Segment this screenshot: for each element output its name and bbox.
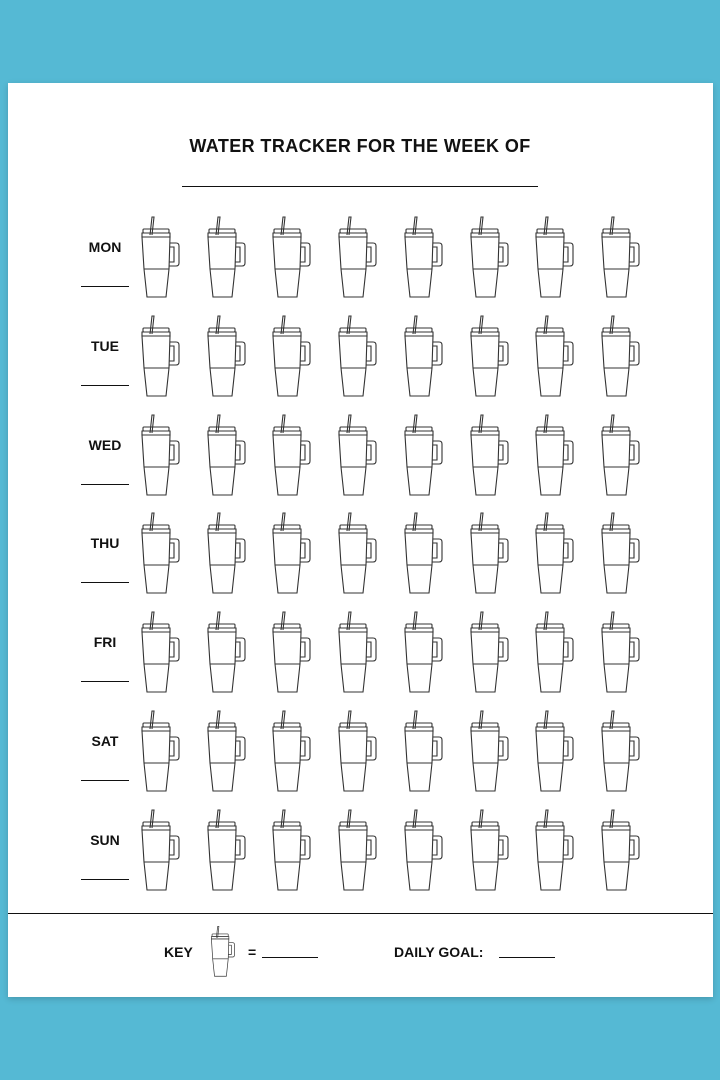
tumbler-with-straw-icon[interactable] <box>267 312 313 402</box>
tumbler-with-straw-icon[interactable] <box>596 312 642 402</box>
day-total-blank[interactable] <box>81 484 129 485</box>
tumbler-with-straw-icon[interactable] <box>596 707 642 797</box>
day-total-blank[interactable] <box>81 681 129 682</box>
week-of-blank-line[interactable] <box>182 186 538 187</box>
day-row <box>0 832 720 932</box>
day-total-blank[interactable] <box>81 780 129 781</box>
tumbler-with-straw-icon[interactable] <box>465 707 511 797</box>
tumbler-with-straw-icon[interactable] <box>399 806 445 896</box>
tumbler-with-straw-icon[interactable] <box>530 707 576 797</box>
tumbler-with-straw-icon[interactable] <box>333 806 379 896</box>
tumbler-with-straw-icon[interactable] <box>267 608 313 698</box>
tumbler-with-straw-icon[interactable] <box>202 312 248 402</box>
tumbler-with-straw-icon[interactable] <box>465 509 511 599</box>
key-equals: = <box>248 944 257 960</box>
key-label: KEY <box>164 944 193 960</box>
tumbler-with-straw-icon[interactable] <box>399 608 445 698</box>
tumbler-with-straw-icon[interactable] <box>530 213 576 303</box>
day-label: WED <box>88 436 122 453</box>
day-label: FRI <box>93 634 117 651</box>
footer-divider <box>8 913 713 914</box>
tumbler-with-straw-icon[interactable] <box>596 213 642 303</box>
tumbler-with-straw-icon[interactable] <box>465 608 511 698</box>
day-label: SUN <box>90 831 120 848</box>
tumbler-with-straw-icon[interactable] <box>267 411 313 501</box>
key-amount-blank[interactable] <box>262 957 318 958</box>
day-total-blank[interactable] <box>81 286 129 287</box>
tumbler-with-straw-icon[interactable] <box>399 411 445 501</box>
tumbler-with-straw-icon[interactable] <box>202 608 248 698</box>
tumbler-with-straw-icon[interactable] <box>596 806 642 896</box>
tumbler-with-straw-icon[interactable] <box>136 312 182 402</box>
tumbler-with-straw-icon[interactable] <box>596 411 642 501</box>
tumbler-with-straw-icon[interactable] <box>465 312 511 402</box>
tumbler-with-straw-icon[interactable] <box>136 213 182 303</box>
tumbler-with-straw-icon[interactable] <box>202 806 248 896</box>
tumbler-with-straw-icon[interactable] <box>136 411 182 501</box>
day-label: TUE <box>91 337 119 354</box>
tumbler-with-straw-icon[interactable] <box>202 707 248 797</box>
tumbler-with-straw-icon[interactable] <box>333 411 379 501</box>
tumbler-with-straw-icon[interactable] <box>333 509 379 599</box>
tumbler-with-straw-icon[interactable] <box>399 509 445 599</box>
tumbler-with-straw-icon[interactable] <box>136 707 182 797</box>
tumbler-with-straw-icon[interactable] <box>465 213 511 303</box>
tumbler-with-straw-icon <box>205 924 239 980</box>
tumbler-with-straw-icon[interactable] <box>202 213 248 303</box>
tumbler-with-straw-icon[interactable] <box>530 806 576 896</box>
daily-goal-blank[interactable] <box>499 957 555 958</box>
tumbler-with-straw-icon[interactable] <box>267 509 313 599</box>
day-total-blank[interactable] <box>81 582 129 583</box>
day-label: THU <box>90 535 120 552</box>
tumbler-with-straw-icon[interactable] <box>399 312 445 402</box>
tumbler-with-straw-icon[interactable] <box>530 509 576 599</box>
tumbler-with-straw-icon[interactable] <box>267 707 313 797</box>
tumbler-with-straw-icon[interactable] <box>465 806 511 896</box>
tumbler-with-straw-icon[interactable] <box>136 509 182 599</box>
daily-goal-label: DAILY GOAL: <box>394 944 484 960</box>
tumbler-with-straw-icon[interactable] <box>136 608 182 698</box>
day-label: SAT <box>91 733 119 749</box>
tumbler-with-straw-icon[interactable] <box>530 608 576 698</box>
day-total-blank[interactable] <box>81 879 129 880</box>
page-title: WATER TRACKER FOR THE WEEK OF <box>189 136 531 156</box>
tumbler-with-straw-icon[interactable] <box>202 509 248 599</box>
tumbler-with-straw-icon[interactable] <box>530 312 576 402</box>
tumbler-with-straw-icon[interactable] <box>267 806 313 896</box>
tumbler-with-straw-icon[interactable] <box>399 707 445 797</box>
tumbler-with-straw-icon[interactable] <box>596 509 642 599</box>
day-label: MON <box>88 239 122 255</box>
tumbler-with-straw-icon[interactable] <box>465 411 511 501</box>
day-total-blank[interactable] <box>81 385 129 386</box>
tumbler-with-straw-icon[interactable] <box>333 312 379 402</box>
tumbler-with-straw-icon[interactable] <box>267 213 313 303</box>
tumbler-with-straw-icon[interactable] <box>596 608 642 698</box>
tumbler-with-straw-icon[interactable] <box>333 608 379 698</box>
tumbler-with-straw-icon[interactable] <box>333 707 379 797</box>
tumbler-with-straw-icon[interactable] <box>136 806 182 896</box>
tumbler-with-straw-icon[interactable] <box>399 213 445 303</box>
tumbler-with-straw-icon[interactable] <box>202 411 248 501</box>
tumbler-with-straw-icon[interactable] <box>333 213 379 303</box>
tumbler-with-straw-icon[interactable] <box>530 411 576 501</box>
